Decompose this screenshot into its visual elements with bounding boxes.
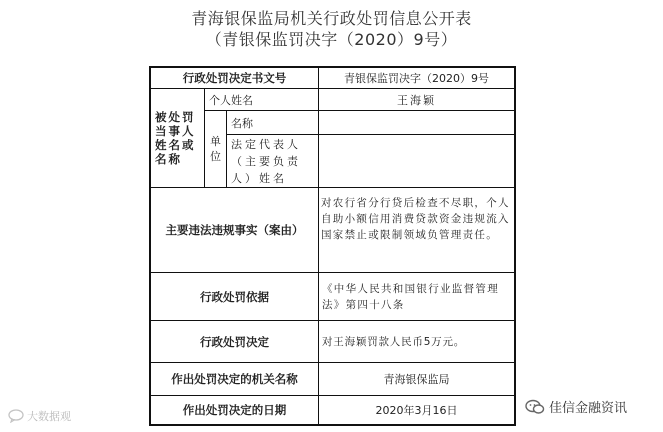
facts-value: 对农行省分行贷后检查不尽职，个人自助小额信用消费贷款资金违规流入国家禁止或限制领域负管理责任。 <box>321 197 510 241</box>
watermark-right <box>525 397 627 416</box>
date-label: 作出处罚决定的日期 <box>182 403 287 417</box>
bubble-icon <box>8 409 24 423</box>
watermark-right-text: 佳信金融资讯 <box>549 401 628 416</box>
legal-rep-label: 法定代表人（主要负责人）姓名 <box>231 137 301 185</box>
doc-number-value: 青银保监罚决字（2020）9号 <box>344 72 489 85</box>
decision-value: 对王海颖罚款人民币5万元。 <box>322 336 466 348</box>
basis-label: 行政处罚依据 <box>200 289 269 304</box>
facts-label: 主要违法违规事实（案由） <box>165 223 304 237</box>
watermark-left-text: 大数据观 <box>27 410 71 423</box>
date-value: 2020年3月16日 <box>375 404 458 417</box>
basis-value: 《中华人民共和国银行业监督管理法》第四十八条 <box>322 282 499 311</box>
person-name-label: 个人姓名 <box>209 93 253 107</box>
decision-label: 行政处罚决定 <box>200 334 269 349</box>
legal-rep-value <box>319 135 514 187</box>
wechat-icon <box>525 399 545 415</box>
doc-number-label: 行政处罚决定书文号 <box>182 71 287 85</box>
table-border-right <box>514 66 516 426</box>
page-subtitle: （青银保监罚决字（2020）9号） <box>205 30 458 49</box>
unit-label: 单位 <box>210 135 221 163</box>
table-border-bottom <box>149 424 516 426</box>
column-divider <box>226 110 227 187</box>
unit-name-value <box>319 111 514 134</box>
unit-name-label: 名称 <box>231 116 253 130</box>
person-name-value: 王海颖 <box>397 93 436 107</box>
authority-value: 青海银保监局 <box>383 373 450 386</box>
party-label: 被处罚当事人姓名或名称 <box>155 110 196 166</box>
watermark-left <box>8 408 71 424</box>
authority-label: 作出处罚决定的机关名称 <box>171 372 298 386</box>
page-title: 青海银保监局机关行政处罚信息公开表 <box>191 9 472 28</box>
